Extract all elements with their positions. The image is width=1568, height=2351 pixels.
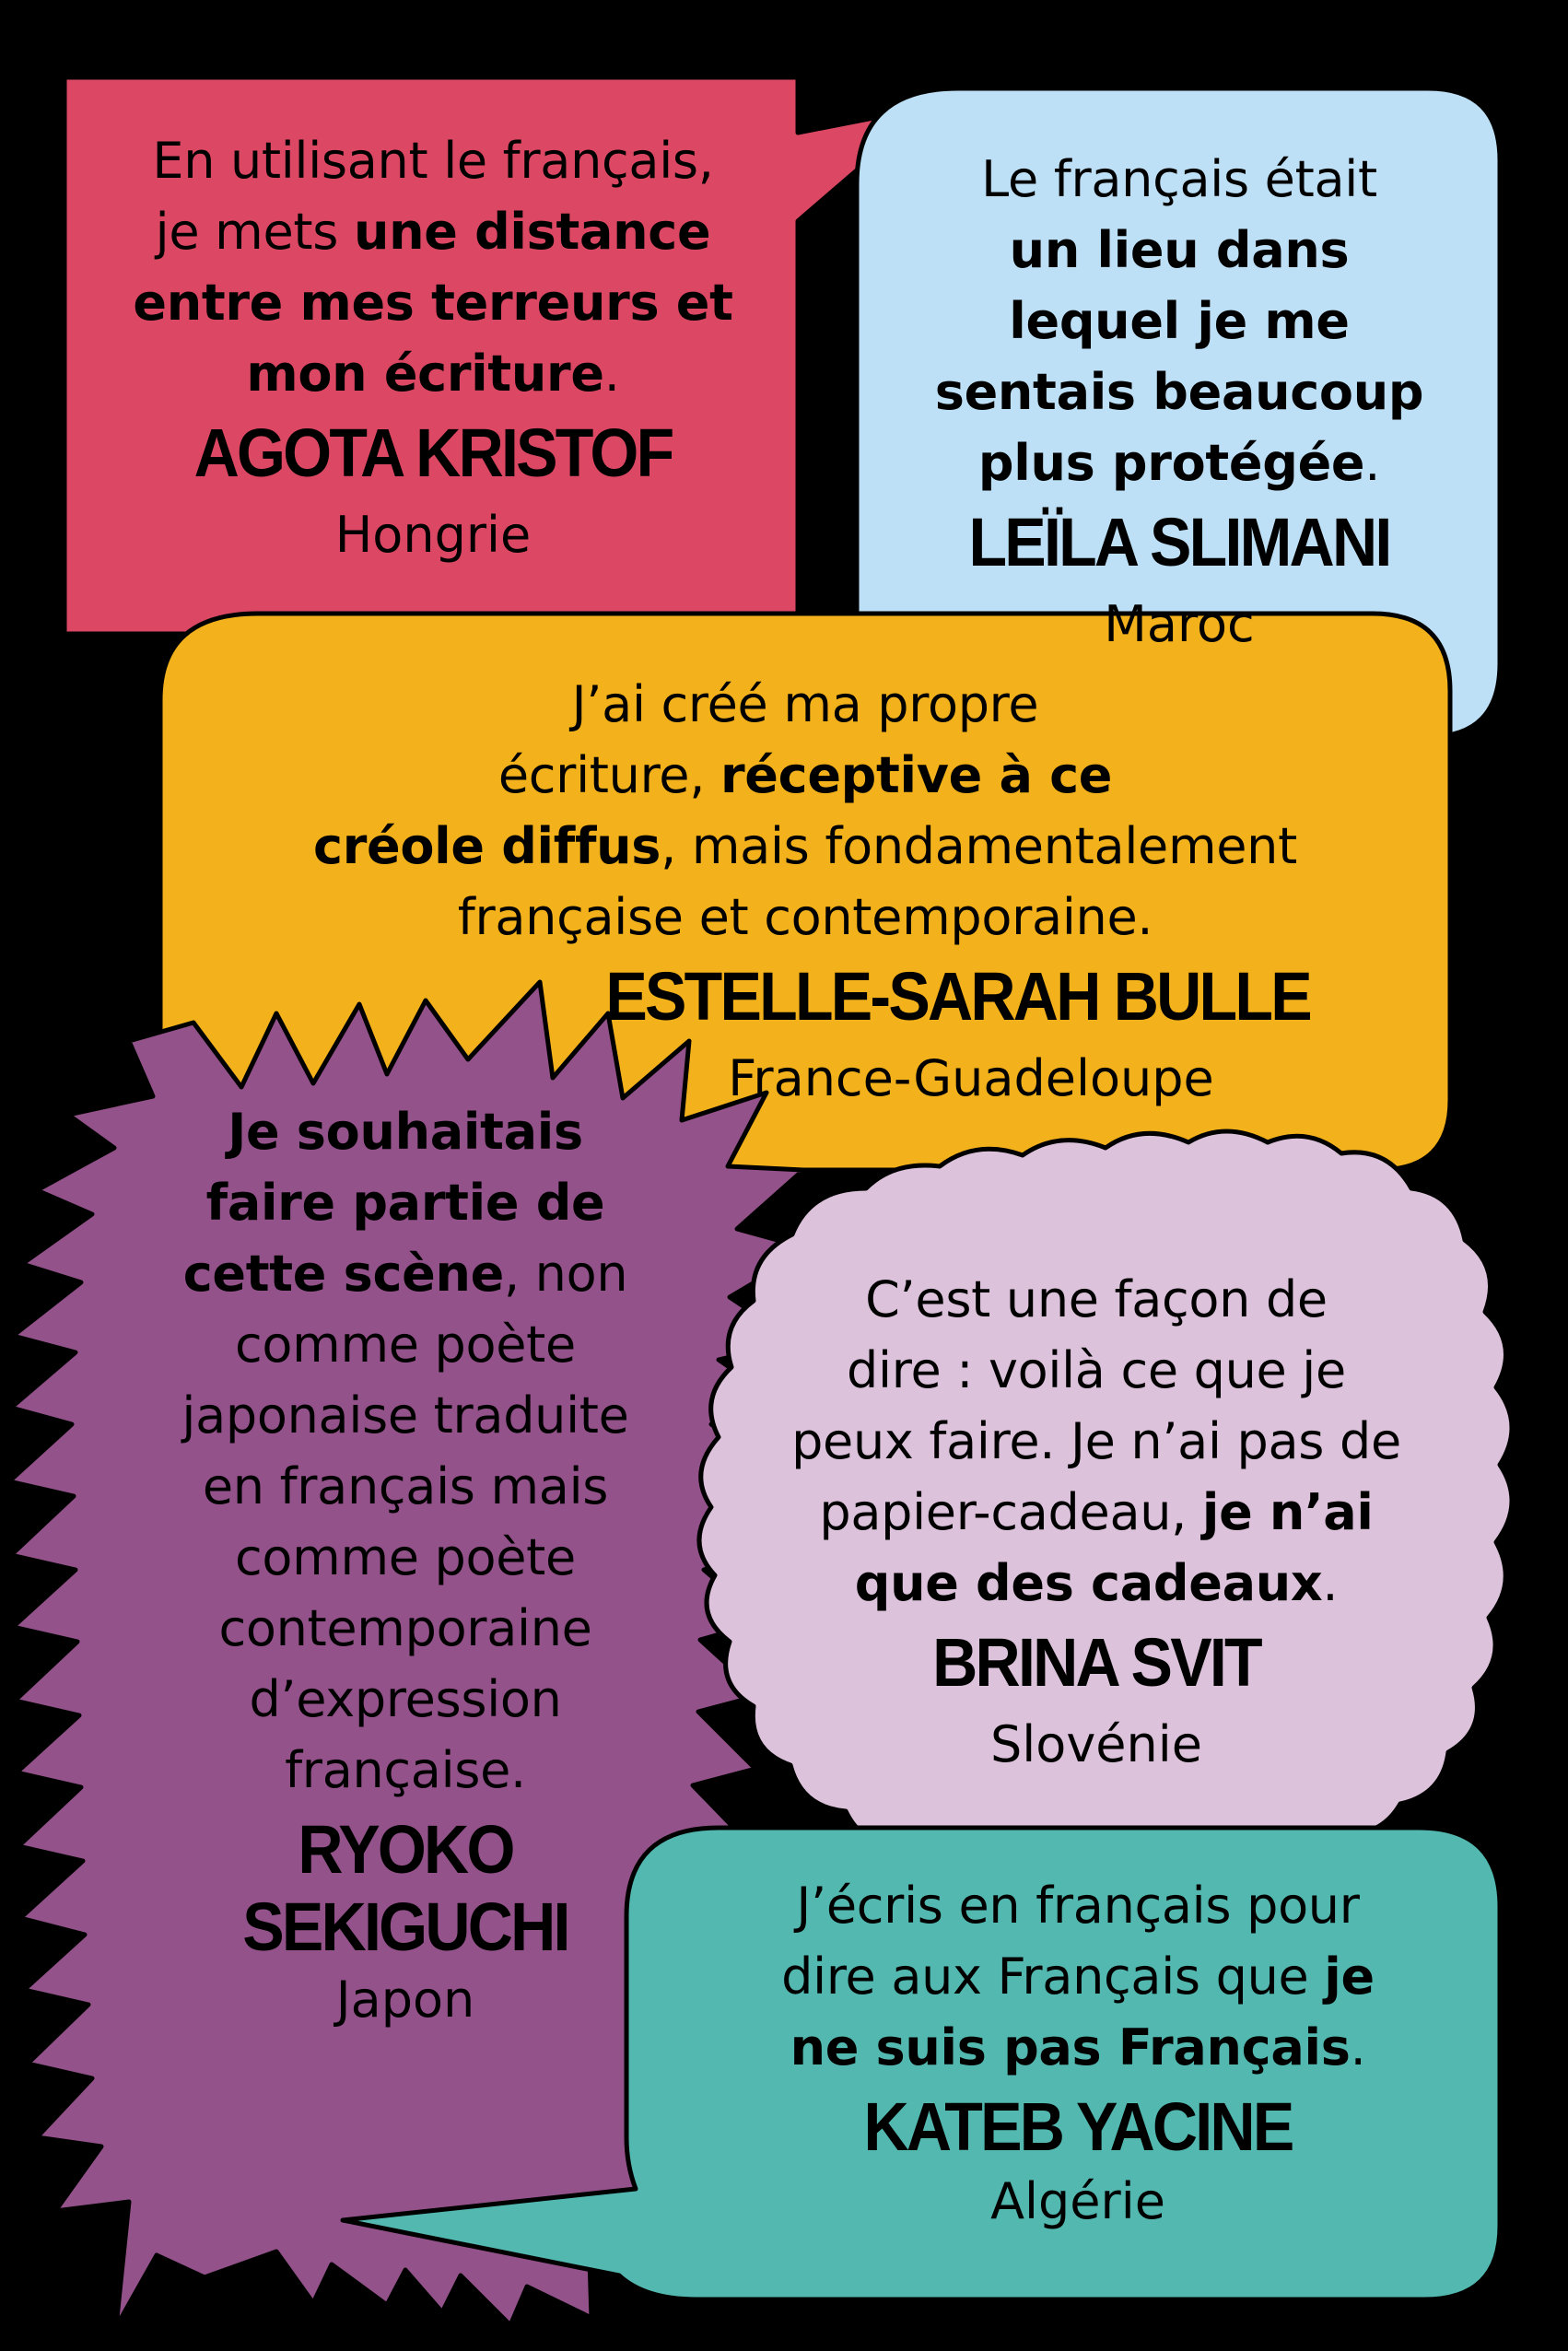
quote-run: J’ai créé ma propre	[571, 675, 1039, 733]
quote-emphasis: Je souhaitais	[228, 1103, 583, 1161]
quote-run: française.	[285, 1741, 526, 1799]
quote-line	[700, 1870, 1456, 1941]
quote-line	[746, 1264, 1446, 1335]
quote-run: française et contemporaine.	[457, 888, 1153, 946]
quote-emphasis: lequel je me	[1009, 292, 1350, 350]
quote-estelle-sarah-bulle	[206, 669, 1404, 1111]
author-name-last: SEKIGUCHI	[242, 1889, 568, 1965]
author-country: Hongrie	[334, 506, 532, 564]
quote-line	[111, 1309, 700, 1380]
quote-line	[111, 1664, 700, 1735]
quote-emphasis: mon écriture	[246, 345, 604, 403]
author-country: Slovénie	[990, 1715, 1202, 1773]
quote-run: peux faire. Je n’ai pas de	[791, 1412, 1401, 1470]
quote-line	[111, 1380, 700, 1451]
quote-line	[92, 125, 774, 196]
author-name: KATEB YACINE	[863, 2088, 1293, 2165]
quote-run: japonaise traduite	[181, 1386, 629, 1445]
quote-emphasis: cette scène	[182, 1245, 504, 1303]
author-name-first: RYOKO	[298, 1811, 513, 1888]
quote-leila-slimani	[884, 144, 1474, 657]
quote-line	[92, 338, 774, 409]
quote-run: dire aux Français que	[781, 1947, 1325, 2006]
quote-line	[111, 1096, 700, 1167]
quote-line	[746, 1335, 1446, 1406]
quote-line	[206, 882, 1404, 953]
quote-run: papier-cadeau,	[819, 1483, 1202, 1541]
author-name: BRINA SVIT	[932, 1624, 1260, 1701]
quote-run: .	[1322, 1554, 1339, 1612]
quote-ryoko-sekiguchi	[111, 1096, 700, 2032]
quote-run: d’expression	[249, 1670, 562, 1728]
quote-run: dire : voilà ce que je	[847, 1341, 1346, 1399]
quote-text	[92, 125, 774, 409]
quote-line	[111, 1735, 700, 1806]
quote-line	[206, 740, 1404, 811]
quote-emphasis: une distance	[353, 203, 711, 261]
author-name: ESTELLE-SARAH BULLE	[605, 958, 1310, 1035]
quote-emphasis: je	[1324, 1947, 1375, 2006]
quote-line	[884, 144, 1474, 215]
quote-line	[884, 357, 1474, 427]
author-country: Japon	[335, 1971, 475, 2029]
quote-brina-svit	[746, 1264, 1446, 1777]
quote-run: comme poète	[235, 1316, 576, 1374]
quote-emphasis: entre mes terreurs et	[133, 274, 733, 332]
quote-run: C’est une façon de	[865, 1270, 1328, 1328]
quote-emphasis: créole diffus	[313, 817, 661, 875]
quote-line	[111, 1593, 700, 1664]
quote-run: en français mais	[202, 1457, 609, 1515]
quote-line	[92, 196, 774, 267]
author-country: France-Guadeloupe	[728, 1049, 1214, 1107]
quote-text	[746, 1264, 1446, 1619]
quote-run: J’écris en français pour	[796, 1877, 1360, 1935]
quote-run: .	[603, 345, 620, 403]
quote-line	[746, 1477, 1446, 1548]
quote-line	[700, 2012, 1456, 2083]
quote-run: , mais fondamentalement	[661, 817, 1297, 875]
quote-agota-kristof	[92, 125, 774, 567]
quote-run: Le français était	[981, 150, 1377, 208]
author-country: Algérie	[990, 2172, 1165, 2230]
quote-run: contemporaine	[218, 1599, 592, 1657]
quote-run: , non	[503, 1245, 628, 1303]
quote-run: En utilisant le français,	[152, 132, 714, 190]
quote-text	[206, 669, 1404, 953]
quote-line	[111, 1238, 700, 1309]
quote-emphasis: réceptive à ce	[720, 746, 1113, 804]
quote-line	[92, 267, 774, 338]
quote-line	[206, 811, 1404, 882]
quote-run: .	[1364, 434, 1381, 492]
quote-line	[884, 286, 1474, 357]
quote-line	[111, 1451, 700, 1522]
quote-line	[206, 669, 1404, 740]
quote-run: comme poète	[235, 1528, 576, 1586]
quote-line	[746, 1406, 1446, 1477]
quote-emphasis: je n’ai	[1201, 1483, 1374, 1541]
author-name: LEÏLA SLIMANI	[968, 504, 1390, 580]
quote-line	[746, 1548, 1446, 1619]
quote-run: je mets	[155, 203, 354, 261]
quote-emphasis: faire partie de	[205, 1174, 605, 1232]
quote-run: .	[1350, 2018, 1366, 2076]
quote-emphasis: ne suis pas Français	[790, 2018, 1351, 2076]
quote-line	[884, 215, 1474, 286]
quote-emphasis: un lieu dans	[1009, 221, 1350, 279]
quote-text	[700, 1870, 1456, 2083]
quote-line	[111, 1167, 700, 1238]
quote-line	[700, 1941, 1456, 2012]
quote-text	[884, 144, 1474, 498]
quote-emphasis: que des cadeaux	[854, 1554, 1323, 1612]
quote-line	[884, 427, 1474, 498]
quote-run: écriture,	[497, 746, 720, 804]
quote-text	[111, 1096, 700, 1806]
quote-emphasis: sentais beaucoup	[934, 363, 1424, 421]
author-name: AGOTA KRISTOF	[193, 415, 673, 491]
quote-emphasis: plus protégée	[977, 434, 1365, 492]
author-country: Maroc	[1104, 595, 1255, 653]
quote-kateb-yacine	[700, 1870, 1456, 2234]
quote-line	[111, 1522, 700, 1593]
